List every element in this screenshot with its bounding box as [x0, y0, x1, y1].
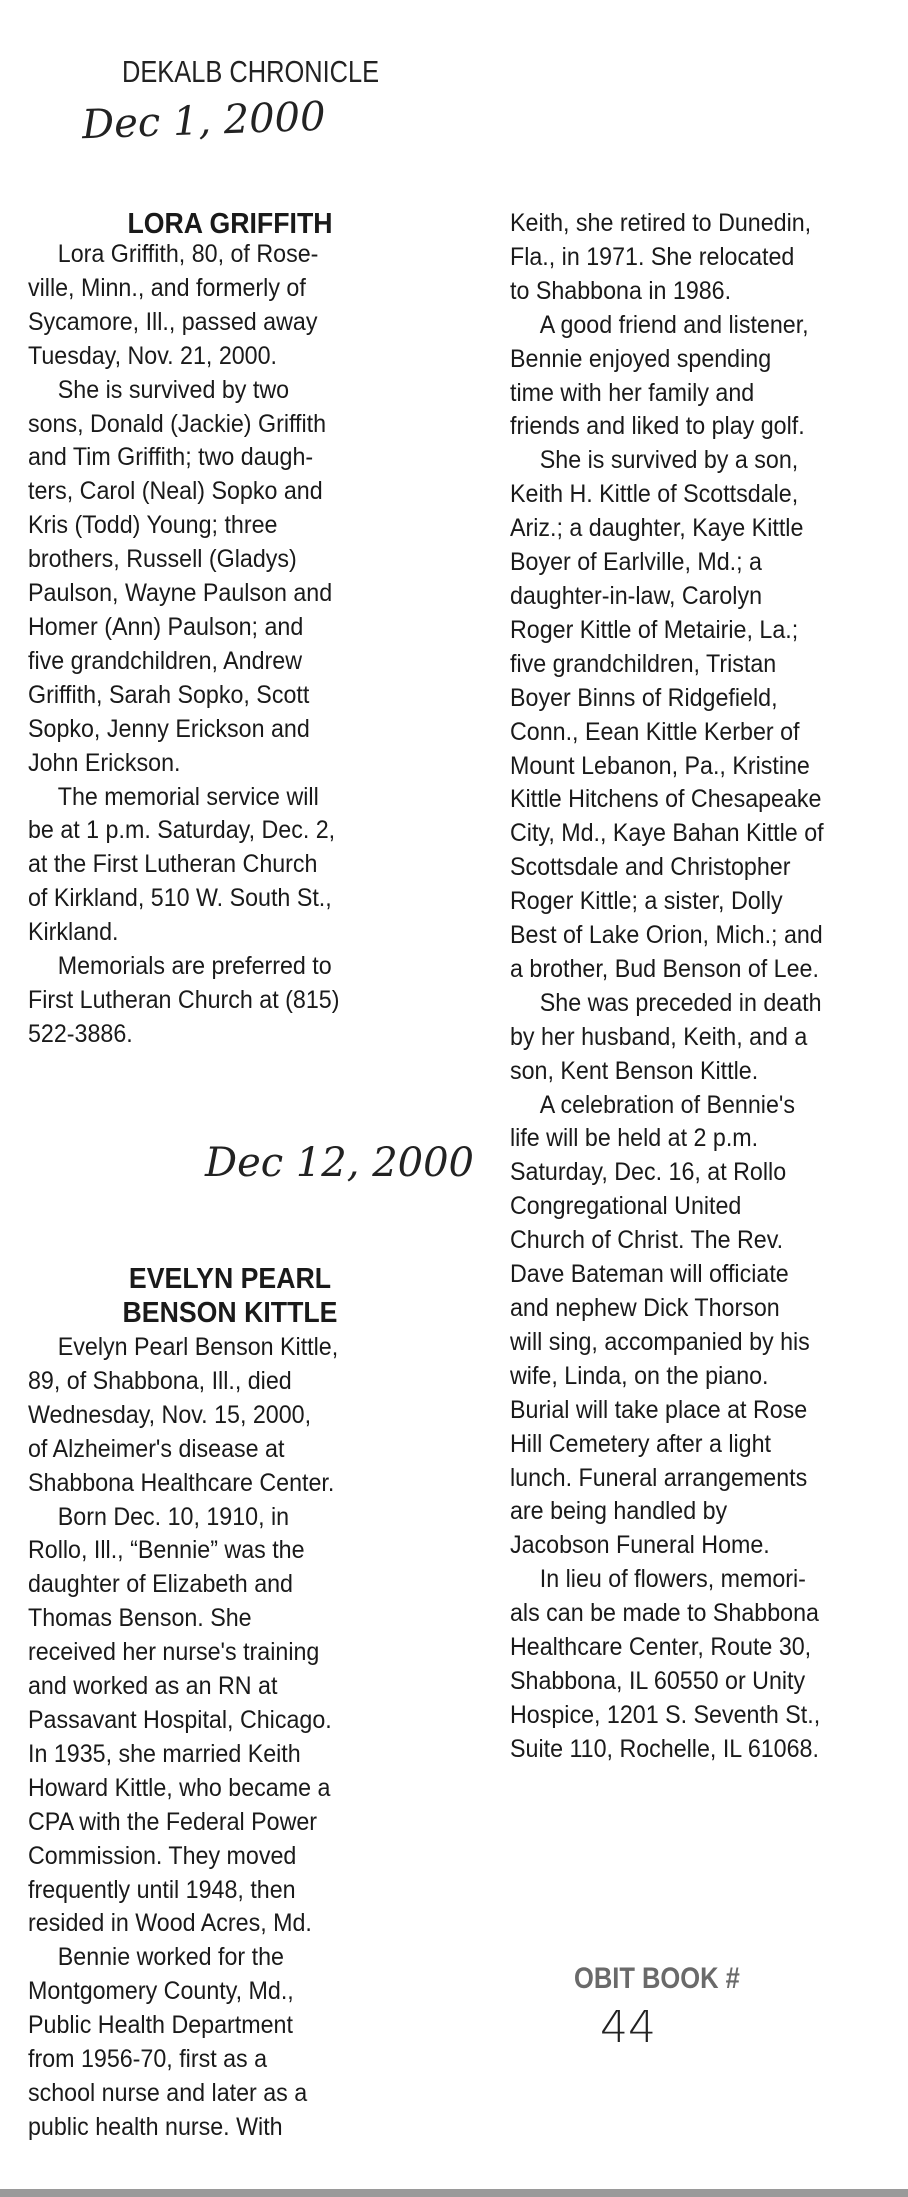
text-line: will sing, accompanied by his	[510, 1327, 810, 1356]
text-line: She is survived by two	[57, 375, 290, 404]
obituary-title	[46, 1262, 414, 1330]
text-line: Church of Christ. The Rev.	[510, 1226, 784, 1255]
text-line: In 1935, she married Keith	[28, 1739, 301, 1768]
text-line: Congregational United	[510, 1192, 742, 1221]
text-line: als can be made to Shabbona	[510, 1599, 819, 1628]
obituary-body-kittle-right	[510, 207, 847, 1767]
text-line: Sopko, Jenny Erickson and	[28, 714, 310, 743]
text-line: The memorial service will	[57, 782, 319, 811]
text-line: Sycamore, Ill., passed away	[28, 307, 318, 336]
text-line: resided in Wood Acres, Md.	[28, 1909, 312, 1938]
text-line: a brother, Bud Benson of Lee.	[510, 954, 819, 983]
text-line: CPA with the Federal Power	[28, 1807, 318, 1836]
text-line: She is survived by a son,	[539, 446, 799, 475]
text-line: A celebration of Bennie's	[539, 1090, 795, 1119]
text-line: public health nurse. With	[28, 2112, 283, 2141]
text-line: Hospice, 1201 S. Seventh St.,	[510, 1700, 821, 1729]
text-line: Public Health Department	[28, 2011, 293, 2040]
text-line: be at 1 p.m. Saturday, Dec. 2,	[28, 816, 336, 845]
text-line: Mount Lebanon, Pa., Kristine	[510, 751, 810, 780]
text-line: son, Kent Benson Kittle.	[510, 1056, 759, 1085]
text-line: ters, Carol (Neal) Sopko and	[28, 477, 323, 506]
text-line: Boyer of Earlville, Md.; a	[510, 548, 762, 577]
text-line: ville, Minn., and formerly of	[28, 273, 306, 302]
text-line: 89, of Shabbona, Ill., died	[28, 1366, 292, 1395]
text-line: Griffith, Sarah Sopko, Scott	[28, 680, 310, 709]
title-line: EVELYN PEARL	[128, 1263, 332, 1295]
text-line: Evelyn Pearl Benson Kittle,	[57, 1333, 339, 1361]
text-line: and Tim Griffith; two daugh-	[28, 443, 314, 472]
text-line: from 1956-70, first as a	[28, 2045, 268, 2074]
text-line: Roger Kittle of Metairie, La.;	[510, 615, 799, 644]
text-line: of Alzheimer's disease at	[28, 1434, 285, 1463]
text-line: Shabbona, IL 60550 or Unity	[510, 1666, 806, 1695]
text-line: received her nurse's training	[28, 1638, 320, 1667]
text-line: Roger Kittle; a sister, Dolly	[510, 887, 783, 916]
text-line: Keith, she retired to Dunedin,	[510, 209, 812, 237]
text-line: time with her family and	[510, 378, 755, 407]
newspaper-masthead: DEKALB CHRONICLE	[122, 54, 380, 89]
text-line: Ariz.; a daughter, Kaye Kittle	[510, 514, 804, 543]
text-line: five grandchildren, Andrew	[28, 646, 303, 675]
text-line: Kris (Todd) Young; three	[28, 511, 278, 540]
text-line: Best of Lake Orion, Mich.; and	[510, 921, 823, 950]
text-line: are being handled by	[510, 1497, 728, 1526]
text-line: Commission. They moved	[28, 1841, 297, 1870]
text-line: In lieu of flowers, memori-	[539, 1565, 806, 1594]
text-line: friends and liked to play golf.	[510, 412, 805, 441]
text-line: sons, Donald (Jackie) Griffith	[28, 409, 327, 438]
text-line: school nurse and later as a	[28, 2078, 308, 2107]
text-line: and worked as an RN at	[28, 1672, 278, 1701]
text-line: Rollo, Ill., “Bennie” was the	[28, 1536, 305, 1565]
text-line: Kittle Hitchens of Chesapeake	[510, 785, 822, 814]
text-line: Conn., Eean Kittle Kerber of	[510, 717, 800, 746]
text-line: Homer (Ann) Paulson; and	[28, 612, 304, 641]
text-line: Lora Griffith, 80, of Rose-	[57, 240, 319, 268]
text-line: Bennie worked for the	[57, 1943, 284, 1972]
text-line: 522-3886.	[28, 1019, 133, 1048]
text-line: Wednesday, Nov. 15, 2000,	[28, 1400, 312, 1429]
text-line: brothers, Russell (Gladys)	[28, 545, 297, 574]
text-line: five grandchildren, Tristan	[510, 649, 777, 678]
text-line: at the First Lutheran Church	[28, 850, 318, 879]
obituary-body-lora-griffith	[28, 238, 363, 1052]
text-line: Fla., in 1971. She relocated	[510, 242, 795, 271]
text-line: lunch. Funeral arrangements	[510, 1463, 808, 1492]
text-line: Tuesday, Nov. 21, 2000.	[28, 341, 278, 370]
text-line: Boyer Binns of Ridgefield,	[510, 683, 778, 712]
text-line: Burial will take place at Rose	[510, 1395, 808, 1424]
text-line: daughter-in-law, Carolyn	[510, 581, 763, 610]
title-line: BENSON KITTLE	[122, 1297, 338, 1329]
text-line: daughter of Elizabeth and	[28, 1570, 293, 1599]
text-line: Scottsdale and Christopher	[510, 853, 791, 882]
text-line: Thomas Benson. She	[28, 1604, 252, 1633]
text-line: A good friend and listener,	[539, 310, 809, 339]
text-line: Born Dec. 10, 1910, in	[57, 1502, 290, 1531]
text-line: Shabbona Healthcare Center.	[28, 1468, 335, 1497]
text-line: Kirkland.	[28, 918, 119, 947]
text-line: Saturday, Dec. 16, at Rollo	[510, 1158, 787, 1187]
text-line: Dave Bateman will officiate	[510, 1260, 789, 1289]
text-line: Howard Kittle, who became a	[28, 1773, 331, 1802]
handwritten-date: Dec 12, 2000	[205, 1140, 474, 1186]
text-line: Bennie enjoyed spending	[510, 344, 772, 373]
text-line: Memorials are preferred to	[57, 952, 332, 981]
text-line: life will be held at 2 p.m.	[510, 1124, 759, 1153]
text-line: Jacobson Funeral Home.	[510, 1531, 770, 1560]
text-line: and nephew Dick Thorson	[510, 1294, 780, 1322]
text-line: First Lutheran Church at (815)	[28, 985, 340, 1014]
text-line: Hill Cemetery after a light	[510, 1429, 772, 1458]
text-line: of Kirkland, 510 W. South St.,	[28, 884, 332, 913]
text-line: Keith H. Kittle of Scottsdale,	[510, 480, 799, 509]
scan-edge	[0, 2189, 908, 2197]
text-line: Montgomery County, Md.,	[28, 1977, 294, 2006]
text-line: Suite 110, Rochelle, IL 61068.	[510, 1734, 819, 1763]
text-line: John Erickson.	[28, 748, 181, 777]
obituary-body-kittle-left	[28, 1331, 362, 2145]
text-line: Paulson, Wayne Paulson and	[28, 579, 333, 608]
text-line: to Shabbona in 1986.	[510, 276, 732, 305]
text-line: frequently until 1948, then	[28, 1875, 296, 1904]
text-line: She was preceded in death	[539, 988, 822, 1017]
text-line: by her husband, Keith, and a	[510, 1022, 808, 1051]
text-line: wife, Linda, on the piano.	[510, 1361, 769, 1390]
obit-book-stamp: OBIT BOOK #	[574, 1962, 740, 1995]
handwritten-book-number: 44	[600, 2002, 656, 2053]
text-line: Passavant Hospital, Chicago.	[28, 1705, 332, 1734]
text-line: Healthcare Center, Route 30,	[510, 1633, 812, 1662]
handwritten-date: Dec 1, 2000	[81, 93, 327, 149]
obituary-title: LORA GRIFFITH	[127, 208, 333, 240]
text-line: City, Md., Kaye Bahan Kittle of	[510, 819, 824, 848]
